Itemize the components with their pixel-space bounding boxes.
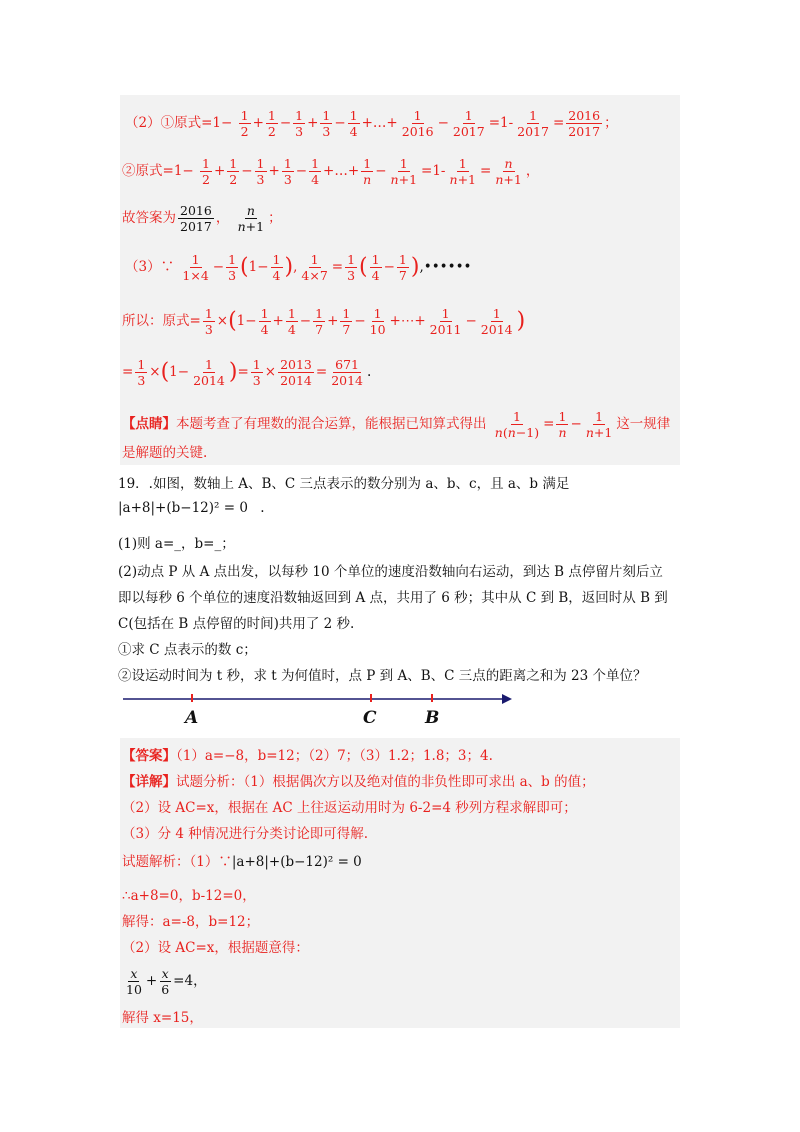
part2-line1-prefix: （2）①原式= bbox=[125, 115, 213, 131]
number-line-label-a: A bbox=[185, 708, 199, 728]
note-label: 【点睛】 bbox=[122, 416, 176, 432]
detail-line3: （3）分 4 种情况进行分类讨论即可得解. bbox=[122, 826, 369, 842]
q19-condition: |a+8|+(b−12)² = 0 . bbox=[118, 500, 265, 516]
solution-line4: （2）设 AC=x，根据题意得： bbox=[122, 940, 309, 956]
detail-line2: （2）设 AC=x，根据在 AC 上往返运动用时为 6-2=4 秒列方程求解即可； bbox=[122, 800, 577, 816]
fraction: $\frac{1}{2}$ bbox=[240, 108, 249, 139]
part2-answer-line: 故答案为 $\frac{2016}{2017}$ ， $\frac{n}{n+1}$ ； bbox=[122, 203, 282, 234]
part2-line2: ②原式=1− $\frac{1}{2}$ + $\frac{1}{2}$ − $\frac{1}{3}$ + $\frac{1}{3}$ − $\frac{1}{4}$ +…+ $\frac{1}{n}$ − $\frac{1}{n+1}$ =1- $\frac{1}{n+1}$ = $\frac{n}{n+1}$ ， bbox=[122, 156, 540, 187]
part3-line3: = $\frac{1}{3}$ ×(1− $\frac{1}{2014}$ )= $\frac{1}{3}$ × $\frac{2013}{2014}$ = $\frac{671}{2014}$ . bbox=[122, 357, 372, 388]
solution-line5: $\frac{x}{10}$ + $\frac{x}{6}$ =4， bbox=[126, 966, 207, 997]
solution-line2: ∴a+8=0，b-12=0， bbox=[122, 888, 256, 904]
number-line-label-b: B bbox=[425, 708, 440, 728]
part2-line1: （2）①原式=1− $\frac{1}{2}$ + $\frac{1}{2}$ − $\frac{1}{3}$ + $\frac{1}{3}$ − $\frac{1}{4}$ +…+ $\frac{1}{2016}$ − $\frac{1}{2017}$ =1- $\frac{1}{2017}$ = $\frac{2016}{2017}$ ； bbox=[125, 108, 618, 139]
q19-sub1: (1)则 a=_，b=_； bbox=[118, 536, 235, 552]
part3-line2: 所以：原式= $\frac{1}{3}$ ×(1− $\frac{1}{4}$ + $\frac{1}{4}$ − $\frac{1}{7}$ + $\frac{1}{7}$ − $\frac{1}{10}$ +⋯+ $\frac{1}{2011}$ − $\frac{1}{2014}$ ) bbox=[122, 306, 526, 337]
number-line-label-c: C bbox=[363, 708, 377, 728]
q19-sub2-a: ①求 C 点表示的数 c； bbox=[118, 642, 257, 658]
q19-sub2-line2: 即以每秒 6 个单位的速度沿数轴返回到 A 点，共用了 6 秒；其中从 C 到 B，返回时从 B 到 bbox=[118, 590, 668, 606]
solution-line6: 解得 x=15， bbox=[122, 1010, 203, 1026]
q19-sub2-b: ②设运动时间为 t 秒，求 t 为何值时，点 P 到 A、B、C 三点的距离之和为 23 个单位？ bbox=[118, 668, 647, 684]
detail-label: 【详解】 bbox=[122, 774, 176, 790]
number-line bbox=[118, 683, 518, 731]
note-line2: 是解题的关键. bbox=[122, 445, 208, 461]
q19-sub2-line1: (2)动点 P 从 A 点出发，以每秒 10 个单位的速度沿数轴向右运动，到达 B 点停留片刻后立 bbox=[118, 564, 663, 580]
solution-line3: 解得：a=-8，b=12； bbox=[122, 914, 260, 930]
answer-line: 【答案】（1）a=−8，b=12；（2）7；（3）1.2；1.8；3；4. bbox=[122, 748, 493, 764]
q19-sub2-line3: C(包括在 B 点停留的时间)共用了 2 秒. bbox=[118, 616, 355, 632]
note-line1: 【点睛】本题考查了有理数的混合运算，能根据已知算式得出 $\frac{1}{n(n-1)}$ = $\frac{1}{n}$ − $\frac{1}{n+1}$ 这一规律 bbox=[122, 409, 671, 440]
answer-label: 【答案】 bbox=[122, 748, 176, 764]
q19-line1: 19．.如图，数轴上 A、B、C 三点表示的数分别为 a、b、c，且 a、b 满足 bbox=[118, 476, 570, 492]
detail-line1: 【详解】试题分析：（1）根据偶次方以及绝对值的非负性即可求出 a、b 的值； bbox=[122, 774, 595, 790]
part3-line1: （3）∵ $\frac{1}{1\times 4}$ − $\frac{1}{3}$ (1− $\frac{1}{4}$ ), $\frac{1}{4\times 7}$ = $\frac{1}{3}$ ( $\frac{1}{4}$ − $\frac{1}{7}$ ),•••••• bbox=[125, 252, 472, 283]
solution-line1: 试题解析：（1）∵|a+8|+(b−12)² = 0 bbox=[122, 854, 362, 870]
